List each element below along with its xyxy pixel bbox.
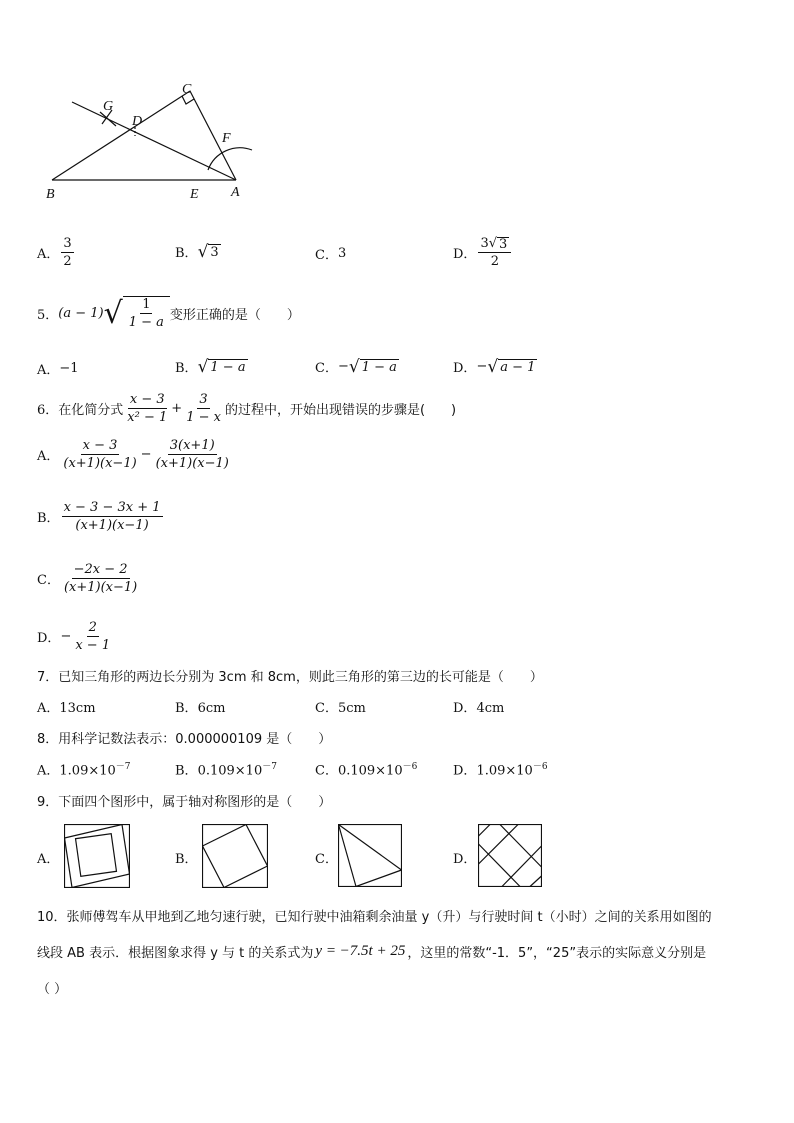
- q10-line1: 10．张师傅驾车从甲地到乙地匀速行驶，已知行驶中油箱剩余油量 y（升）与行驶时间 t（小时）之间的关系用如图的: [37, 910, 712, 925]
- q7-option-b[interactable]: B．6cm: [175, 701, 226, 716]
- q9-option-b-label[interactable]: B．: [175, 852, 198, 867]
- label-c: C: [182, 82, 192, 97]
- q8-stem: 8．用科学记数法表示：0.000000109 是（ ）: [37, 732, 332, 747]
- geometry-figure: [40, 78, 270, 208]
- label-f: F: [222, 131, 231, 146]
- q9-option-a-label[interactable]: A．: [37, 852, 60, 867]
- q9-stem: 9．下面四个图形中，属于轴对称图形的是（ ）: [37, 795, 332, 810]
- label-a: A: [231, 185, 240, 200]
- q5-option-d[interactable]: D． − √ a − 1: [453, 356, 536, 377]
- label-b: B: [46, 187, 55, 202]
- q6-option-a[interactable]: A． $\frac{x - 3}{(x+1)(x-1)}$ − $\frac{3(x+1)}{(x+1)(x-1)}$: [37, 438, 229, 471]
- q9-option-c-label[interactable]: C．: [315, 852, 338, 867]
- q8-option-d[interactable]: D．$1.09\times 10^{-6}$: [453, 762, 548, 779]
- q4-option-a[interactable]: A． $\frac{3}{2}$: [37, 236, 72, 269]
- q7-option-a[interactable]: A．13cm: [37, 701, 96, 716]
- q6-option-d[interactable]: D． − $\frac{2}{x - 1}$: [37, 620, 111, 653]
- q6-option-b[interactable]: B． $\frac{x - 3 - 3x + 1}{(x+1)(x-1)}$: [37, 500, 161, 533]
- q8-option-a[interactable]: A．$1.09\times 10^{-7}$: [37, 762, 131, 779]
- q9-figure-d[interactable]: [478, 824, 542, 887]
- q10-line3: （ ）: [37, 982, 68, 997]
- q7-stem: 7．已知三角形的两边长分别为 3cm 和 8cm，则此三角形的第三边的长可能是（ ）: [37, 670, 543, 685]
- q10-line2: 线段 AB 表示．根据图象求得 y 与 t 的关系式为 y = −7.5t + 25 ，这里的常数“-1．5”，“25”表示的实际意义分别是: [37, 943, 707, 961]
- q9-figure-b[interactable]: [202, 824, 268, 888]
- q6-stem: 6． 在化简分式 $\frac{x - 3}{\text{x² − 1}}$ + $\frac{3}{1 - x}$ 的过程中，开始出现错误的步骤是( ): [37, 392, 457, 425]
- label-d: D: [132, 114, 143, 129]
- q4-option-d[interactable]: D． 3 √ 3 2: [453, 236, 513, 269]
- q8-option-b[interactable]: B．$0.109\times 10^{-7}$: [175, 762, 277, 779]
- q4-option-b[interactable]: B． √ 3: [175, 241, 219, 262]
- q7-option-d[interactable]: D．4cm: [453, 701, 505, 716]
- q5-option-a[interactable]: A． −1: [37, 361, 79, 378]
- q9-option-d-label[interactable]: D．: [453, 852, 477, 867]
- q7-option-c[interactable]: C．5cm: [315, 701, 366, 716]
- label-g: G: [103, 99, 114, 114]
- q5-option-b[interactable]: B． √ 1 − a: [175, 356, 246, 377]
- q5-stem: 5． (a − 1) √ $\frac{1}{1 - a}$ 变形正确的是（ ）: [37, 296, 300, 331]
- q10-formula: y = −7.5t + 25: [315, 943, 406, 959]
- label-e: E: [190, 187, 199, 202]
- q6-option-c[interactable]: C． $\frac{-2x - 2}{(x+1)(x-1)}$: [37, 562, 138, 595]
- q9-figure-a[interactable]: [64, 824, 130, 888]
- q8-option-c[interactable]: C．$0.109\times 10^{-6}$: [315, 762, 418, 779]
- q5-option-c[interactable]: C． − √ 1 − a: [315, 356, 397, 377]
- q4-option-c[interactable]: C． 3: [315, 246, 347, 263]
- q9-figure-c[interactable]: [338, 824, 402, 887]
